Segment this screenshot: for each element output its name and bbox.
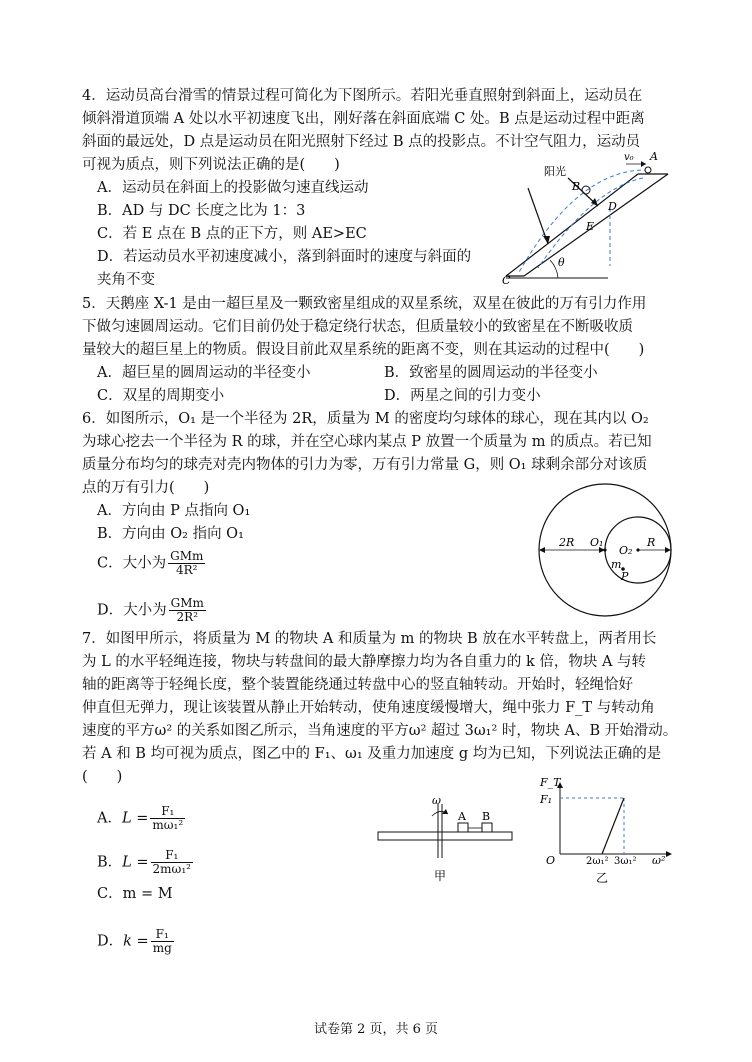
q4-fig-label-a: A	[650, 150, 658, 163]
q7-option-b-lhs: L =	[122, 854, 149, 871]
q6-stem-line-1: 6．如图所示，O₁ 是一个半径为 2R，质量为 M 的密度均匀球体的球心，现在其内以 O₂	[82, 411, 649, 427]
q5-option-c: C．双星的周期变小	[97, 388, 225, 404]
q6-option-d-fraction	[169, 597, 206, 624]
q7-yi-label-f1: F₁	[540, 793, 553, 806]
q4-option-c: C．若 E 点在 B 点的正下方，则 AE>EC	[97, 226, 367, 242]
q7-yi-label-origin: O	[546, 854, 556, 867]
q7-yi-label-x: ω²	[652, 854, 666, 867]
q7-stem-line-2: 为 L 的水平轻绳连接，物块与转盘间的最大静摩擦力均为各自重力的 k 倍，物块 A 与转	[82, 654, 647, 670]
q6-option-d-den: 2R²	[176, 610, 199, 624]
q7-option-c: C．m = M	[97, 886, 173, 902]
q6-fig-label-2r: 2R	[559, 536, 575, 549]
q7-option-d-fraction	[151, 928, 174, 955]
q7-option-a-prefix: A．	[97, 810, 122, 827]
q7-jia-label-omega: ω	[432, 794, 441, 807]
q6-fig-label-p: P	[621, 570, 629, 583]
q6-option-c-fraction	[168, 550, 205, 577]
q7-option-d	[97, 928, 174, 955]
q7-graph-figure	[538, 770, 678, 888]
q6-option-c	[97, 550, 205, 577]
q4-stem-line-1: 4．运动员高台滑雪的情景过程可简化为下图所示。若阳光垂直照射到斜面上，运动员在	[82, 88, 643, 104]
q4-fig-label-b: B	[572, 180, 581, 193]
q6-option-c-num: GMm	[170, 549, 204, 563]
q7-option-d-den: mg	[152, 941, 172, 955]
q6-option-c-prefix: C．大小为	[97, 555, 167, 572]
q6-fig-label-m: m	[611, 558, 622, 571]
q7-option-b-den: 2mω₁²	[152, 862, 191, 876]
q7-stem-line-4: 伸直但无弹力，现让该装置从静止开始转动，使角速度缓慢增大，绳中张力 F_T 与转动角	[82, 700, 655, 716]
page-footer: 试卷第 2 页，共 6 页	[313, 1022, 439, 1037]
q5-stem-line-3: 量较大的超巨星上的物质。假设目前此双星系统的距离不变，则在其运动的过程中( )	[82, 342, 645, 358]
q6-option-d	[97, 597, 206, 624]
q4-fig-label-e: E	[586, 220, 595, 233]
q4-option-b: B．AD 与 DC 长度之比为 1：3	[97, 203, 306, 219]
q7-option-b-fraction	[151, 849, 193, 876]
q6-option-a: A．方向由 P 点指向 O₁	[97, 503, 251, 519]
q7-option-d-prefix: D．	[97, 933, 124, 950]
q7-yi-label-ft: F_T	[540, 776, 561, 789]
q7-option-b	[97, 849, 193, 876]
q4-fig-label-sun: 阳光	[544, 165, 566, 178]
q4-fig-label-v0: v₀	[624, 152, 634, 163]
q7-option-a-den: mω₁²	[152, 818, 184, 832]
q7-stem-line-5: 速度的平方ω² 的关系如图乙所示，当角速度的平方ω² 超过 3ω₁² 时，物块 A、B 开始滑动。	[82, 723, 678, 739]
q4-stem-line-4: 可视为质点，则下列说法正确的是( )	[82, 157, 340, 173]
q6-fig-label-o1: O₁	[590, 536, 604, 549]
q4-fig-label-theta: θ	[558, 256, 565, 269]
q5-option-d: D．两星之间的引力变小	[384, 388, 541, 404]
q4-slope-figure	[498, 148, 680, 288]
q4-option-d-cont: 夹角不变	[97, 272, 155, 288]
q7-yi-tick-2: 3ω₁²	[614, 856, 637, 867]
q7-turntable-figure	[372, 792, 520, 884]
q7-option-a-lhs: L =	[121, 810, 149, 827]
q4-stem-line-2: 倾斜滑道顶端 A 处以水平初速度飞出，刚好落在斜面底端 C 处。B 点是运动过程中距离	[82, 111, 645, 127]
q7-option-d-lhs: k =	[123, 933, 149, 950]
q7-jia-label-a: A	[458, 810, 466, 823]
q6-stem-line-3: 质量分布均匀的球壳对壳内物体的引力为零，万有引力常量 G，则 O₁ 球剩余部分对该质	[82, 457, 648, 473]
q6-option-d-prefix: D．大小为	[97, 602, 167, 619]
q7-stem-line-1: 7．如图甲所示，将质量为 M 的物块 A 和质量为 m 的物块 B 放在水平转盘上，两者用长	[82, 631, 657, 647]
q7-option-a-fraction	[150, 805, 185, 832]
q6-sphere-figure	[535, 480, 675, 620]
q6-fig-label-r: R	[647, 536, 656, 549]
q6-option-d-num: GMm	[170, 596, 204, 610]
q4-fig-label-d: D	[608, 200, 617, 213]
q7-option-b-prefix: B．	[97, 854, 123, 871]
q7-option-d-num: F₁	[151, 928, 174, 942]
q7-yi-tick-1: 2ω₁²	[586, 856, 609, 867]
q6-stem-line-2: 为球心挖去一个半径为 R 的球，并在空心球内某点 P 放置一个质量为 m 的质点。若已知	[82, 434, 652, 450]
q5-option-b: B．致密星的圆周运动的半径变小	[384, 365, 598, 381]
q5-stem-line-1: 5．天鹅座 X-1 是由一超巨星及一颗致密星组成的双星系统，双星在彼此的万有引力作用	[82, 296, 647, 312]
q4-option-d: D．若运动员水平初速度减小，落到斜面时的速度与斜面的	[97, 249, 472, 265]
q4-option-a: A．运动员在斜面上的投影做匀速直线运动	[97, 180, 369, 196]
q7-stem-line-3: 轴的距离等于轻绳长度，整个装置能绕通过转盘中心的竖直轴转动。开始时，轻绳恰好	[82, 677, 633, 693]
q7-option-b-num: F₁	[151, 849, 193, 863]
q7-stem-line-6: 若 A 和 B 均可视为质点，图乙中的 F₁、ω₁ 及重力加速度 g 均为已知，下列说法正确的是	[82, 746, 662, 762]
q6-fig-label-o2: O₂	[619, 544, 633, 557]
q7-yi-caption: 乙	[596, 871, 609, 885]
q6-option-b: B．方向由 O₂ 指向 O₁	[97, 526, 244, 542]
q5-option-a: A．超巨星的圆周运动的半径变小	[97, 365, 311, 381]
q4-stem-line-3: 斜面的最远处，D 点是运动员在阳光照射下经过 B 点的投影点。不计空气阻力，运动员	[82, 134, 641, 150]
q6-stem-line-4: 点的万有引力( )	[82, 480, 210, 496]
q7-stem-line-7: ( )	[82, 769, 123, 785]
q4-fig-label-c: C	[502, 274, 511, 287]
q5-stem-line-2: 下做匀速圆周运动。它们目前仍处于稳定绕行状态，但质量较小的致密星在不断吸收质	[82, 319, 633, 335]
q7-jia-caption: 甲	[434, 869, 447, 883]
q7-option-a	[97, 805, 185, 832]
q6-option-c-den: 4R²	[176, 563, 198, 577]
q7-jia-label-b: B	[482, 810, 491, 823]
q7-option-a-num: F₁	[150, 805, 185, 819]
